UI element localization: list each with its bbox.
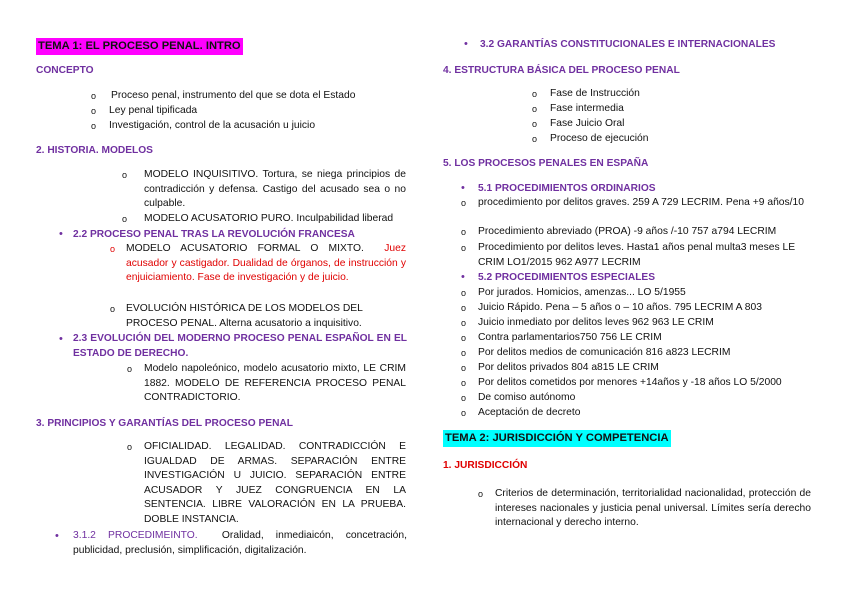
concepto-heading: CONCEPTO [36,65,94,76]
ordinario-item: Procedimiento abreviado (PROA) -9 años /-10 757 a794 LECRIM [478,226,777,237]
estructura-item: Fase intermedia [550,103,624,114]
bullet-o-icon [110,302,115,317]
bullet-o-icon [461,225,466,240]
bullet-o-icon [478,487,483,502]
bullet-o-icon [461,331,466,346]
bullet-o-icon [461,286,466,301]
estructura-heading: 4. ESTRUCTURA BÁSICA DEL PROCESO PENAL [443,65,680,76]
especial-item: Juicio inmediato por delitos leves 962 963 LE CRIM [478,317,714,328]
bullet-o-icon [127,440,132,455]
bullet-o-icon [461,241,466,256]
sub22-item-mixto [126,242,406,286]
tema1-title: TEMA 1: EL PROCESO PENAL. INTRO [36,38,243,55]
sub22-title: 2.2 PROCESO PENAL TRAS LA REVOLUCIÓN FRANCESA [73,229,355,240]
estructura-item: Proceso de ejecución [550,133,649,144]
bullet-o-icon [461,361,466,376]
bullet-o-icon [461,316,466,331]
principios-heading: 3. PRINCIPIOS Y GARANTÍAS DEL PROCESO PENAL [36,418,293,429]
bullet-o-icon [461,406,466,421]
garantias-heading: 3.2 GARANTÍAS CONSTITUCIONALES E INTERNACIONALES [480,39,776,50]
sub22-item-mixto-red: Juez acusador y castigador. Dualidad de órganos, de instrucción y enjuiciamiento. Fase de investigación y de juicio. [126,243,406,284]
especial-item: Aceptación de decreto [478,407,581,418]
procesos-heading: 5. LOS PROCESOS PENALES EN ESPAÑA [443,158,649,169]
bullet-o-icon [91,89,96,104]
bullet-o-icon [461,391,466,406]
jurisdiccion-item: Criterios de determinación, territorialidad nacionalidad, protección de intereses nacionales y justicia penal universal. Límites sería derecho internacional y derecho interno. [495,488,811,529]
ordinario-item: procedimiento por delitos graves. 259 A 729 LECRIM. Pena +9 años/10 [478,197,804,208]
historia-item-acusatorio-puro: MODELO ACUSATORIO PURO. Inculpabilidad liberad [144,213,394,224]
bullet-o-icon [532,132,537,147]
concepto-item: Ley penal tipificada [109,105,198,116]
historia-heading: 2. HISTORIA. MODELOS [36,145,153,156]
bullet-o-icon [91,104,96,119]
bullet-o-icon [127,362,132,377]
bullet-dot-icon [461,181,465,196]
bullet-o-icon [461,346,466,361]
especial-item: Por delitos medios de comunicación 816 a823 LECRIM [478,347,731,358]
especial-item: Por delitos cometidos por menores +14años y -18 años LO 5/2000 [478,377,782,388]
especial-item: Juicio Rápido. Pena – 5 años o – 10 años. 795 LECRIM A 803 [478,302,762,313]
estructura-item: Fase Juicio Oral [550,118,625,129]
sub52-title: 5.2 PROCEDIMIENTOS ESPECIALES [478,272,656,283]
sub312-label: 3.1.2 PROCEDIMEINTO. [73,530,198,541]
bullet-o-icon [461,196,466,211]
ordinario-item: Procedimiento por delitos leves. Hasta1 años penal multa3 meses LE CRIM LO1/2015 962 A977 LECRIM [478,242,796,268]
sub23-item: Modelo napoleónico, modelo acusatorio mixto, LE CRIM 1882. MODELO DE REFERENCIA PROCESO PENAL CONTRADICTORIO. [144,363,406,404]
historia-item-inquisitivo: MODELO INQUISITIVO. Tortura, se niega principios de contradicción y defensa. Castigo del acusado sea o no culpable. [144,169,406,210]
bullet-o-icon [122,168,127,183]
concepto-item: Investigación, control de la acusación u juicio [109,120,316,131]
sub312 [73,529,407,558]
especial-item: Por jurados. Homicios, amenzas... LO 5/1955 [478,287,686,298]
especial-item: Contra parlamentarios750 756 LE CRIM [478,332,662,343]
bullet-dot-icon [55,529,59,544]
sub312-text: Oralidad, inmediaicón, concetración, publicidad, preclusión, simplificación, digitalización. [73,530,407,556]
principios-item: OFICIALIDAD. LEGALIDAD. CONTRADICCIÓN E IGUALDAD DE ARMAS. SEPARACIÓN ENTRE INVESTIGACIÓN U JUICIO. SEPARACIÓN ENTRE ACUSADOR Y JUEZ CONGRUENCIA EN LA SENTENCIA. LIBRE VALORACIÓN EN LA PRUEBA. DOBLE INSTANCIA. [144,441,406,525]
bullet-dot-icon [461,270,465,285]
bullet-dot-icon [59,332,63,347]
bullet-o-icon [461,301,466,316]
bullet-o-icon [532,117,537,132]
bullet-o-icon [461,376,466,391]
bullet-o-icon [532,87,537,102]
estructura-item: Fase de Instrucción [550,88,640,99]
bullet-dot-icon [464,37,468,52]
especial-item: De comiso autónomo [478,392,576,403]
jurisdiccion-heading: 1. JURISDICCIÓN [443,460,528,471]
bullet-o-icon [110,242,115,257]
bullet-o-icon [532,102,537,117]
sub22-item-mixto-label: MODELO ACUSATORIO FORMAL O MIXTO. [126,243,364,254]
bullet-o-icon [122,212,127,227]
concepto-item: Proceso penal, instrumento del que se dota el Estado [111,90,356,101]
bullet-dot-icon [59,227,63,242]
sub22-item-evolucion: EVOLUCIÓN HISTÓRICA DE LOS MODELOS DEL PROCESO PENAL. Alterna acusatorio a inquisitivo. [126,303,363,329]
sub51-title: 5.1 PROCEDIMIENTOS ORDINARIOS [478,183,656,194]
sub23-title: 2.3 EVOLUCIÓN DEL MODERNO PROCESO PENAL ESPAÑOL EN EL ESTADO DE DERECHO. [73,333,407,359]
especial-item: Por delitos privados 804 a815 LE CRIM [478,362,659,373]
bullet-o-icon [91,119,96,134]
tema2-title: TEMA 2: JURISDICCIÓN Y COMPETENCIA [443,430,671,447]
